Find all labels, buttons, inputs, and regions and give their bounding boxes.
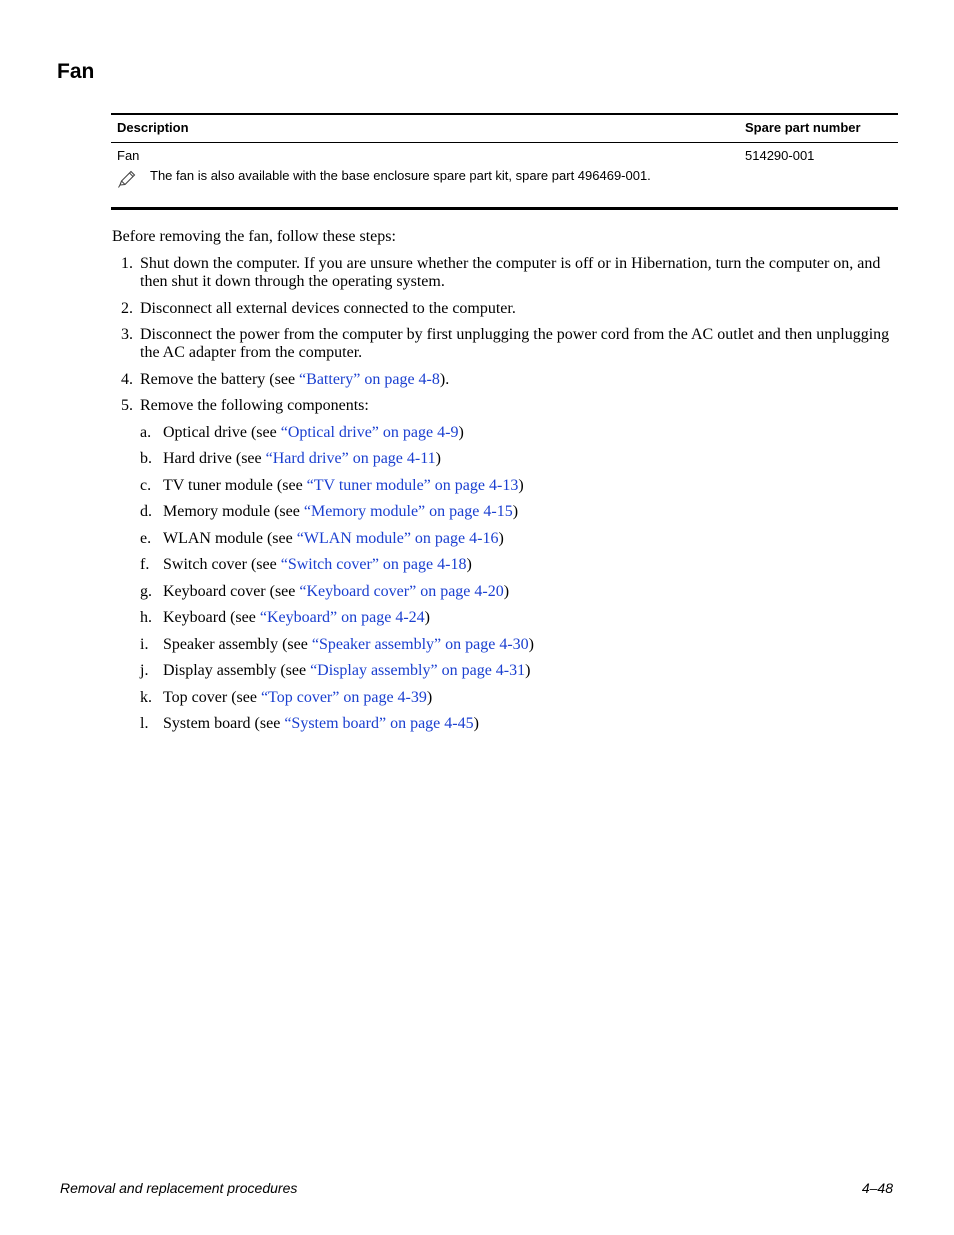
optical-drive-link[interactable]: “Optical drive” on page 4-9 [280, 423, 459, 441]
item-text-end: ) [525, 662, 531, 679]
list-item [112, 371, 902, 389]
item-letter: c. [140, 476, 152, 494]
list-item [140, 450, 902, 468]
item-letter: g. [140, 582, 152, 600]
keyboard-cover-link[interactable]: “Keyboard cover” on page 4-20 [299, 582, 504, 600]
steps-list [112, 255, 902, 733]
speaker-assembly-link[interactable]: “Speaker assembly” on page 4-30 [311, 635, 529, 653]
step-text: Remove the following components: [140, 397, 369, 414]
item-letter: k. [140, 688, 152, 706]
list-item [140, 689, 902, 707]
item-text: Optical drive (see [163, 423, 281, 441]
list-item [140, 609, 902, 627]
components-list [140, 424, 902, 734]
item-letter: e. [140, 529, 152, 547]
list-item [112, 326, 902, 362]
item-text-end: ) [518, 476, 524, 494]
step-number: 1. [121, 255, 133, 272]
item-text: WLAN module (see [163, 529, 297, 547]
list-item [140, 424, 902, 442]
item-text: TV tuner module (see [163, 476, 307, 494]
list-item [112, 255, 902, 291]
list-item [140, 715, 902, 733]
item-text: Memory module (see [163, 503, 304, 520]
item-letter: b. [140, 450, 152, 467]
note-text: The fan is also available with the base enclosure spare part kit, spare part 496469-001. [150, 168, 651, 183]
step-text: Disconnect the power from the computer by first unplugging the power cord from the AC outlet and then unplugging the AC adapter from the computer. [140, 326, 890, 361]
item-text-end: ) [435, 450, 441, 467]
item-text-end: ) [503, 582, 510, 600]
list-item [140, 503, 902, 521]
item-text-end: ) [458, 423, 464, 441]
step-text: Disconnect all external devices connected to the computer. [140, 299, 516, 317]
step-number: 2. [121, 299, 133, 317]
tv-tuner-module-link[interactable]: “TV tuner module” on page 4-13 [306, 476, 519, 494]
display-assembly-link[interactable]: “Display assembly” on page 4-31 [310, 662, 526, 679]
memory-module-link[interactable]: “Memory module” on page 4-15 [303, 503, 513, 520]
item-letter: a. [140, 423, 152, 441]
procedure-body [112, 228, 902, 742]
pencil-note-icon [117, 169, 137, 189]
item-text: Display assembly (see [163, 662, 311, 679]
item-text: Keyboard cover (see [163, 582, 300, 600]
item-text-end: ) [473, 715, 479, 732]
item-text-end: ) [498, 529, 504, 547]
keyboard-link[interactable]: “Keyboard” on page 4-24 [259, 609, 425, 626]
list-item [140, 583, 902, 601]
item-text: Top cover (see [163, 688, 261, 706]
hard-drive-link[interactable]: “Hard drive” on page 4-11 [265, 450, 436, 467]
spare-parts-table [111, 113, 898, 210]
item-letter: j. [140, 662, 149, 679]
intro-text: Before removing the fan, follow these steps: [112, 228, 396, 245]
battery-link[interactable]: “Battery” on page 4-8 [299, 370, 440, 388]
item-text: Keyboard (see [163, 609, 260, 626]
item-text-end: ) [426, 688, 433, 706]
item-text-end: ) [528, 635, 534, 653]
item-letter: i. [140, 635, 149, 653]
item-text: Hard drive (see [163, 450, 266, 467]
list-item [140, 477, 902, 495]
item-letter: d. [140, 503, 152, 520]
header-spare-part-number: Spare part number [745, 120, 861, 135]
list-item [112, 397, 902, 733]
switch-cover-link[interactable]: “Switch cover” on page 4-18 [280, 556, 467, 573]
footer-section-title: Removal and replacement procedures [60, 1180, 298, 1196]
cell-description: Fan [117, 148, 140, 163]
list-item [112, 300, 902, 318]
step-text-end: ). [439, 370, 450, 388]
step-number: 5. [121, 397, 133, 414]
page-title: Fan [57, 60, 95, 83]
item-letter: l. [140, 715, 149, 732]
list-item [140, 530, 902, 548]
item-text: Switch cover (see [163, 556, 281, 573]
list-item [140, 556, 902, 574]
item-text-end: ) [512, 503, 519, 520]
item-text-end: ) [424, 609, 430, 626]
step-number: 4. [121, 370, 133, 388]
table-row [111, 143, 898, 167]
list-item [140, 636, 902, 654]
step-text: Shut down the computer. If you are unsure whether the computer is off or in Hibernation, turn the computer on, and then shut it down through the operating system. [140, 255, 881, 290]
top-cover-link[interactable]: “Top cover” on page 4-39 [260, 688, 427, 706]
item-text-end: ) [466, 556, 472, 573]
item-text: Speaker assembly (see [163, 635, 312, 653]
list-item [140, 662, 902, 680]
item-letter: h. [140, 609, 152, 626]
step-text: Remove the battery (see [140, 370, 300, 388]
cell-spare-part-number: 514290-001 [745, 148, 815, 163]
table-header-row [111, 115, 898, 143]
footer-page-number: 4–48 [861, 1180, 893, 1196]
system-board-link[interactable]: “System board” on page 4-45 [284, 715, 474, 732]
item-text: System board (see [163, 715, 285, 732]
table-note [111, 167, 898, 207]
item-letter: f. [140, 556, 150, 573]
wlan-module-link[interactable]: “WLAN module” on page 4-16 [296, 529, 499, 547]
header-description: Description [117, 120, 189, 135]
step-number: 3. [121, 326, 133, 343]
